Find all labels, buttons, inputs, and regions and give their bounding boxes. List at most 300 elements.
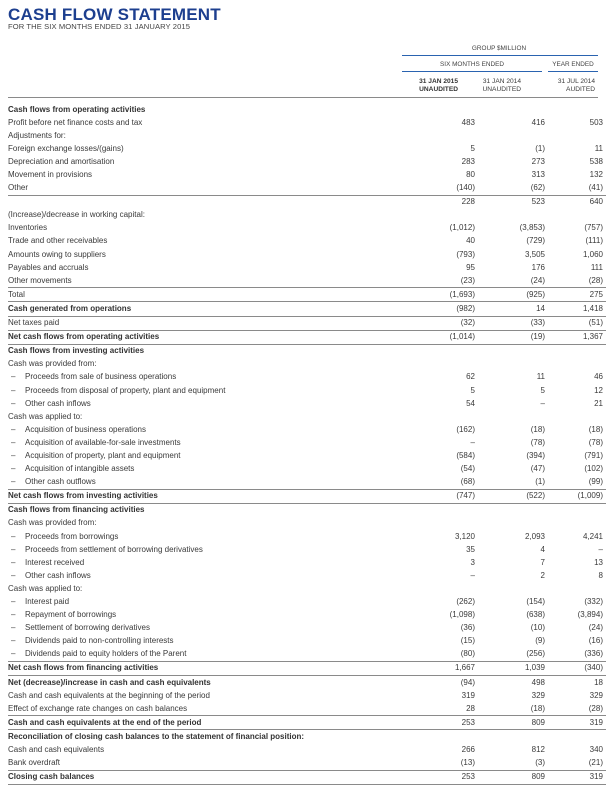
value-jan-2015: (80) xyxy=(403,648,480,662)
table-row xyxy=(8,449,606,462)
six-months-ended-label: SIX MONTHS ENDED xyxy=(440,61,504,68)
value-jan-2014: 812 xyxy=(531,745,545,755)
value-jan-2014: 14 xyxy=(480,302,550,316)
value-jan-2014 xyxy=(480,209,550,222)
value-jan-2015: (1,098) xyxy=(449,610,475,620)
value-jan-2015: 266 xyxy=(461,745,475,755)
bullet-dash: – xyxy=(11,570,16,580)
value-jan-2014: (33) xyxy=(480,316,550,330)
value-jan-2015 xyxy=(403,358,480,371)
bullet-dash: – xyxy=(11,424,16,434)
value-jul-2014: 319 xyxy=(550,716,606,730)
table-row xyxy=(8,288,606,302)
row-label: Cash and cash equivalents at the end of the period xyxy=(8,717,202,727)
column-date: 31 JAN 2014 xyxy=(482,78,521,85)
column-status: UNAUDITED xyxy=(419,86,458,93)
table-row xyxy=(8,463,606,476)
value-jan-2015: 54 xyxy=(466,398,475,408)
value-jan-2014 xyxy=(480,129,550,142)
row-label: Cash and cash equivalents xyxy=(8,745,105,755)
value-jul-2014: 8 xyxy=(598,570,603,580)
row-label-cell xyxy=(8,436,403,449)
value-jul-2014: 4,241 xyxy=(582,531,603,541)
value-jan-2014: (1) xyxy=(535,143,545,153)
row-label: Proceeds from settlement of borrowing derivatives xyxy=(25,544,203,554)
table-row xyxy=(8,503,606,517)
value-jul-2014: 111 xyxy=(590,262,603,272)
row-label: Payables and accruals xyxy=(8,262,89,272)
value-jan-2015: 253 xyxy=(403,770,480,784)
value-jul-2014: (28) xyxy=(550,702,606,716)
value-jan-2014: (10) xyxy=(530,623,545,633)
row-label: Net cash flows from operating activities xyxy=(8,332,160,342)
bullet-dash: – xyxy=(11,477,16,487)
bullet-dash: – xyxy=(11,464,16,474)
value-jan-2014: (394) xyxy=(526,450,545,460)
value-jul-2014 xyxy=(550,129,606,142)
row-label-cell xyxy=(8,302,403,316)
value-jan-2014: (3,853) xyxy=(519,223,545,233)
row-label-cell xyxy=(8,103,403,116)
table-row xyxy=(8,582,606,595)
value-jan-2015: 283 xyxy=(461,156,475,166)
value-jul-2014: (24) xyxy=(588,623,603,633)
value-jul-2014: (336) xyxy=(550,648,606,662)
value-jul-2014 xyxy=(550,410,606,423)
table-row xyxy=(8,648,606,662)
bullet-dash: – xyxy=(11,531,16,541)
value-jan-2015 xyxy=(403,503,480,517)
value-jul-2014 xyxy=(550,358,606,371)
value-jan-2014: 3,505 xyxy=(524,249,545,259)
value-jan-2015: 5 xyxy=(470,385,475,395)
value-jul-2014: (51) xyxy=(550,316,606,330)
row-label-cell xyxy=(8,155,403,168)
row-label-cell xyxy=(8,397,403,410)
value-jan-2014: (256) xyxy=(480,648,550,662)
value-jul-2014 xyxy=(550,730,606,744)
row-label-cell xyxy=(8,449,403,462)
row-label: Effect of exchange rate changes on cash balances xyxy=(8,703,188,713)
value-jul-2014: (3,894) xyxy=(577,610,603,620)
value-jan-2015: 3,120 xyxy=(454,531,475,541)
table-row xyxy=(8,609,606,622)
row-label: Amounts owing to suppliers xyxy=(8,249,106,259)
value-jan-2014: 11 xyxy=(536,372,545,382)
table-row xyxy=(8,595,606,608)
value-jan-2015: 319 xyxy=(461,690,475,700)
value-jan-2014: – xyxy=(540,398,545,408)
value-jan-2014: 273 xyxy=(531,156,545,166)
value-jan-2015: 40 xyxy=(466,236,475,246)
value-jul-2014: (99) xyxy=(550,476,606,490)
value-jan-2014: (729) xyxy=(526,236,545,246)
table-row xyxy=(8,209,606,222)
value-jan-2015: 95 xyxy=(466,262,475,272)
row-label-cell xyxy=(8,744,403,757)
row-label-cell xyxy=(8,142,403,155)
row-label-cell xyxy=(8,476,403,490)
value-jul-2014: (791) xyxy=(584,450,603,460)
value-jan-2015: 35 xyxy=(466,544,475,554)
value-jul-2014: (102) xyxy=(584,464,603,474)
value-jul-2014: 21 xyxy=(594,398,603,408)
value-jan-2014: (638) xyxy=(526,610,545,620)
table-row xyxy=(8,316,606,330)
value-jan-2014: (522) xyxy=(480,489,550,503)
row-label: Adjustments for: xyxy=(8,130,66,140)
table-row xyxy=(8,261,606,274)
row-label-cell xyxy=(8,261,403,274)
table-row xyxy=(8,744,606,757)
row-label-cell xyxy=(8,116,403,129)
row-label: Cash was applied to: xyxy=(8,411,83,421)
bullet-dash: – xyxy=(11,649,16,659)
row-label-cell xyxy=(8,358,403,371)
row-label: Other cash inflows xyxy=(25,570,91,580)
value-jan-2014: (24) xyxy=(480,274,550,288)
table-row xyxy=(8,397,606,410)
table-row xyxy=(8,661,606,675)
row-label: Proceeds from sale of business operations xyxy=(25,372,177,382)
value-jan-2015: 80 xyxy=(466,170,475,180)
table-row xyxy=(8,235,606,248)
table-row xyxy=(8,129,606,142)
row-label: Net cash flows from financing activities xyxy=(8,663,159,673)
value-jul-2014: 46 xyxy=(594,372,603,382)
table-row xyxy=(8,436,606,449)
value-jul-2014: (757) xyxy=(584,223,603,233)
column-header-jul-2014 xyxy=(540,78,595,94)
row-label-cell xyxy=(8,582,403,595)
value-jan-2015: 483 xyxy=(461,117,475,127)
value-jul-2014: (28) xyxy=(550,274,606,288)
row-label-cell xyxy=(8,182,403,196)
table-row xyxy=(8,142,606,155)
value-jan-2015 xyxy=(403,410,480,423)
row-label: Net cash flows from investing activities xyxy=(8,491,158,501)
value-jan-2015: (36) xyxy=(460,623,475,633)
value-jan-2014: 809 xyxy=(480,770,550,784)
row-label-cell xyxy=(8,248,403,261)
column-status: UNAUDITED xyxy=(482,86,521,93)
value-jan-2015: 5 xyxy=(470,143,475,153)
row-label: Profit before net finance costs and tax xyxy=(8,117,143,127)
table-row xyxy=(8,569,606,582)
value-jan-2014: 809 xyxy=(480,716,550,730)
row-label: Movement in provisions xyxy=(8,170,93,180)
table-row xyxy=(8,517,606,530)
row-label-cell xyxy=(8,489,403,503)
row-label: Other movements xyxy=(8,275,72,285)
value-jul-2014: 1,060 xyxy=(582,249,603,259)
value-jan-2015: (793) xyxy=(456,249,475,259)
value-jul-2014: 538 xyxy=(589,156,603,166)
row-label: Cash flows from investing activities xyxy=(8,346,145,356)
bullet-dash: – xyxy=(11,544,16,554)
value-jan-2014: 416 xyxy=(531,117,545,127)
row-label-cell xyxy=(8,129,403,142)
value-jan-2014: (925) xyxy=(480,288,550,302)
row-label: Net (decrease)/increase in cash and cash equivalents xyxy=(8,677,211,687)
row-label-cell xyxy=(8,168,403,181)
value-jul-2014: 1,418 xyxy=(550,302,606,316)
value-jan-2014: 329 xyxy=(531,690,545,700)
value-jul-2014: 132 xyxy=(589,170,603,180)
row-label-cell xyxy=(8,676,403,690)
value-jan-2015 xyxy=(403,730,480,744)
row-label-cell xyxy=(8,410,403,423)
value-jul-2014: (21) xyxy=(550,757,606,771)
value-jan-2014: (154) xyxy=(526,597,545,607)
value-jan-2015: (13) xyxy=(403,757,480,771)
row-label-cell xyxy=(8,595,403,608)
table-row xyxy=(8,116,606,129)
value-jul-2014: (18) xyxy=(588,424,603,434)
bullet-dash: – xyxy=(11,610,16,620)
table-row xyxy=(8,344,606,358)
value-jan-2014: (9) xyxy=(535,636,545,646)
value-jan-2015: 253 xyxy=(403,716,480,730)
value-jan-2015 xyxy=(403,129,480,142)
page-subtitle: FOR THE SIX MONTHS ENDED 31 JANUARY 2015 xyxy=(8,22,191,31)
table-row xyxy=(8,168,606,181)
value-jan-2014: (78) xyxy=(530,437,545,447)
row-label: (Increase)/decrease in working capital: xyxy=(8,210,145,220)
value-jul-2014 xyxy=(550,582,606,595)
row-label: Other xyxy=(8,183,29,193)
value-jan-2015: 28 xyxy=(403,702,480,716)
value-jan-2014: (1) xyxy=(480,476,550,490)
value-jan-2014: (18) xyxy=(480,702,550,716)
column-date: 31 JUL 2014 xyxy=(557,78,595,85)
row-label: Cash was provided from: xyxy=(8,359,97,369)
value-jan-2014: (3) xyxy=(480,757,550,771)
table-row xyxy=(8,410,606,423)
row-label-cell xyxy=(8,274,403,288)
row-label-cell xyxy=(8,730,403,744)
bullet-dash: – xyxy=(11,597,16,607)
year-ended-header-rule xyxy=(548,71,598,72)
row-label: Inventories xyxy=(8,223,48,233)
value-jul-2014: – xyxy=(598,544,603,554)
value-jul-2014: (78) xyxy=(588,437,603,447)
row-label: Total xyxy=(8,289,25,299)
value-jan-2015: 1,667 xyxy=(403,661,480,675)
table-row xyxy=(8,543,606,556)
value-jan-2014: 2,093 xyxy=(524,531,545,541)
row-label: Dividends paid to equity holders of the Parent xyxy=(25,649,187,659)
row-label: Acquisition of business operations xyxy=(25,424,146,434)
value-jan-2014 xyxy=(480,358,550,371)
value-jan-2015: (262) xyxy=(456,597,475,607)
table-row xyxy=(8,195,606,209)
value-jul-2014: 18 xyxy=(594,677,603,687)
row-label: Trade and other receivables xyxy=(8,236,108,246)
value-jul-2014: 329 xyxy=(589,690,603,700)
table-row xyxy=(8,716,606,730)
value-jul-2014: (111) xyxy=(585,236,603,246)
value-jan-2014: 498 xyxy=(531,677,545,687)
group-header-rule xyxy=(402,55,598,56)
value-jan-2015: – xyxy=(470,570,475,580)
table-row xyxy=(8,274,606,288)
table-row xyxy=(8,302,606,316)
table-row xyxy=(8,689,606,702)
value-jan-2015: 3 xyxy=(470,557,475,567)
column-header-jan-2015 xyxy=(400,78,458,94)
table-row xyxy=(8,676,606,690)
value-jan-2015: (94) xyxy=(460,677,475,687)
value-jul-2014 xyxy=(550,344,606,358)
row-label: Cash flows from operating activities xyxy=(8,104,146,114)
row-label: Bank overdraft xyxy=(8,758,61,768)
value-jan-2015: (584) xyxy=(456,450,475,460)
row-label: Other cash outflows xyxy=(25,477,96,487)
value-jul-2014: 12 xyxy=(594,385,603,395)
row-label-cell xyxy=(8,556,403,569)
row-label: Reconciliation of closing cash balances to the statement of financial position: xyxy=(8,731,305,741)
table-row xyxy=(8,222,606,235)
value-jul-2014: 640 xyxy=(589,197,603,207)
value-jan-2015: (140) xyxy=(403,182,480,196)
value-jul-2014: 275 xyxy=(550,288,606,302)
table-row xyxy=(8,489,606,503)
bullet-dash: – xyxy=(11,623,16,633)
value-jul-2014: 319 xyxy=(550,770,606,784)
table-row xyxy=(8,476,606,490)
row-label: Closing cash balances xyxy=(8,772,95,782)
value-jan-2014: 1,039 xyxy=(480,661,550,675)
value-jan-2014 xyxy=(480,410,550,423)
value-jul-2014: (340) xyxy=(550,661,606,675)
row-label-cell xyxy=(8,423,403,436)
value-jan-2015: (1,012) xyxy=(449,223,475,233)
table-row xyxy=(8,770,606,784)
value-jul-2014: (41) xyxy=(550,182,606,196)
value-jan-2015: (68) xyxy=(403,476,480,490)
row-label-cell xyxy=(8,702,403,716)
value-jul-2014: 503 xyxy=(589,117,603,127)
value-jul-2014: (1,009) xyxy=(550,489,606,503)
table-row xyxy=(8,182,606,196)
table-row xyxy=(8,103,606,116)
value-jan-2014 xyxy=(480,517,550,530)
bullet-dash: – xyxy=(11,557,16,567)
row-label-cell xyxy=(8,222,403,235)
table-row xyxy=(8,556,606,569)
value-jul-2014 xyxy=(550,517,606,530)
value-jul-2014 xyxy=(550,209,606,222)
row-label-cell xyxy=(8,316,403,330)
value-jan-2015: (162) xyxy=(456,424,475,434)
value-jul-2014: 1,367 xyxy=(550,330,606,344)
row-label: Cash was applied to: xyxy=(8,583,83,593)
table-row xyxy=(8,384,606,397)
column-header-jan-2014 xyxy=(465,78,521,94)
year-ended-label: YEAR ENDED xyxy=(552,61,594,68)
row-label-cell xyxy=(8,635,403,648)
column-status: AUDITED xyxy=(566,86,595,93)
row-label-cell xyxy=(8,344,403,358)
row-label-cell xyxy=(8,609,403,622)
value-jan-2015 xyxy=(403,103,480,116)
table-row xyxy=(8,423,606,436)
value-jan-2014: (19) xyxy=(480,330,550,344)
row-label-cell xyxy=(8,689,403,702)
row-label-cell xyxy=(8,757,403,771)
value-jan-2015: (1,693) xyxy=(403,288,480,302)
value-jan-2015 xyxy=(403,209,480,222)
row-label: Other cash inflows xyxy=(25,398,91,408)
row-label: Depreciation and amortisation xyxy=(8,156,115,166)
row-label-cell xyxy=(8,770,403,784)
value-jan-2015: (747) xyxy=(403,489,480,503)
value-jan-2015 xyxy=(403,582,480,595)
value-jan-2015: 62 xyxy=(466,372,475,382)
bullet-dash: – xyxy=(11,437,16,447)
bullet-dash: – xyxy=(11,385,16,395)
row-label-cell xyxy=(8,648,403,662)
row-label: Interest paid xyxy=(25,597,70,607)
value-jan-2015: (982) xyxy=(403,302,480,316)
table-row xyxy=(8,757,606,771)
value-jan-2014: (18) xyxy=(530,424,545,434)
table-row xyxy=(8,358,606,371)
value-jul-2014: 11 xyxy=(594,143,603,153)
row-label: Cash generated from operations xyxy=(8,303,132,313)
value-jul-2014: 340 xyxy=(589,745,603,755)
row-label: Acquisition of property, plant and equipment xyxy=(25,450,181,460)
value-jan-2015: (32) xyxy=(403,316,480,330)
row-label: Settlement of borrowing derivatives xyxy=(25,623,150,633)
table-row xyxy=(8,371,606,384)
row-label: Foreign exchange losses/(gains) xyxy=(8,143,124,153)
row-label: Acquisition of available-for-sale investments xyxy=(25,437,181,447)
value-jan-2014: 313 xyxy=(531,170,545,180)
row-label: Proceeds from borrowings xyxy=(25,531,119,541)
value-jan-2014: 523 xyxy=(531,197,545,207)
row-label-cell xyxy=(8,503,403,517)
group-units-label: GROUP $MILLION xyxy=(471,45,527,52)
value-jan-2015: (1,014) xyxy=(403,330,480,344)
value-jan-2015 xyxy=(403,517,480,530)
row-label-cell xyxy=(8,622,403,635)
row-label-cell xyxy=(8,661,403,675)
value-jan-2014: 4 xyxy=(540,544,545,554)
value-jul-2014: (16) xyxy=(588,636,603,646)
six-months-header-rule xyxy=(402,71,542,72)
table-row xyxy=(8,635,606,648)
value-jan-2014: 5 xyxy=(540,385,545,395)
value-jan-2015: (15) xyxy=(460,636,475,646)
value-jan-2015: (54) xyxy=(460,464,475,474)
row-label-cell xyxy=(8,530,403,543)
value-jul-2014: (332) xyxy=(584,597,603,607)
row-label: Repayment of borrowings xyxy=(25,610,117,620)
row-label: Proceeds from disposal of property, plant and equipment xyxy=(25,385,226,395)
value-jan-2014: 176 xyxy=(531,262,545,272)
value-jan-2015: (23) xyxy=(403,274,480,288)
value-jan-2014: (47) xyxy=(530,464,545,474)
column-date: 31 JAN 2015 xyxy=(419,78,458,85)
value-jul-2014 xyxy=(550,503,606,517)
table-row xyxy=(8,248,606,261)
row-label: Interest received xyxy=(25,557,85,567)
row-label-cell xyxy=(8,209,403,222)
table-row xyxy=(8,330,606,344)
value-jan-2015: 228 xyxy=(461,197,475,207)
